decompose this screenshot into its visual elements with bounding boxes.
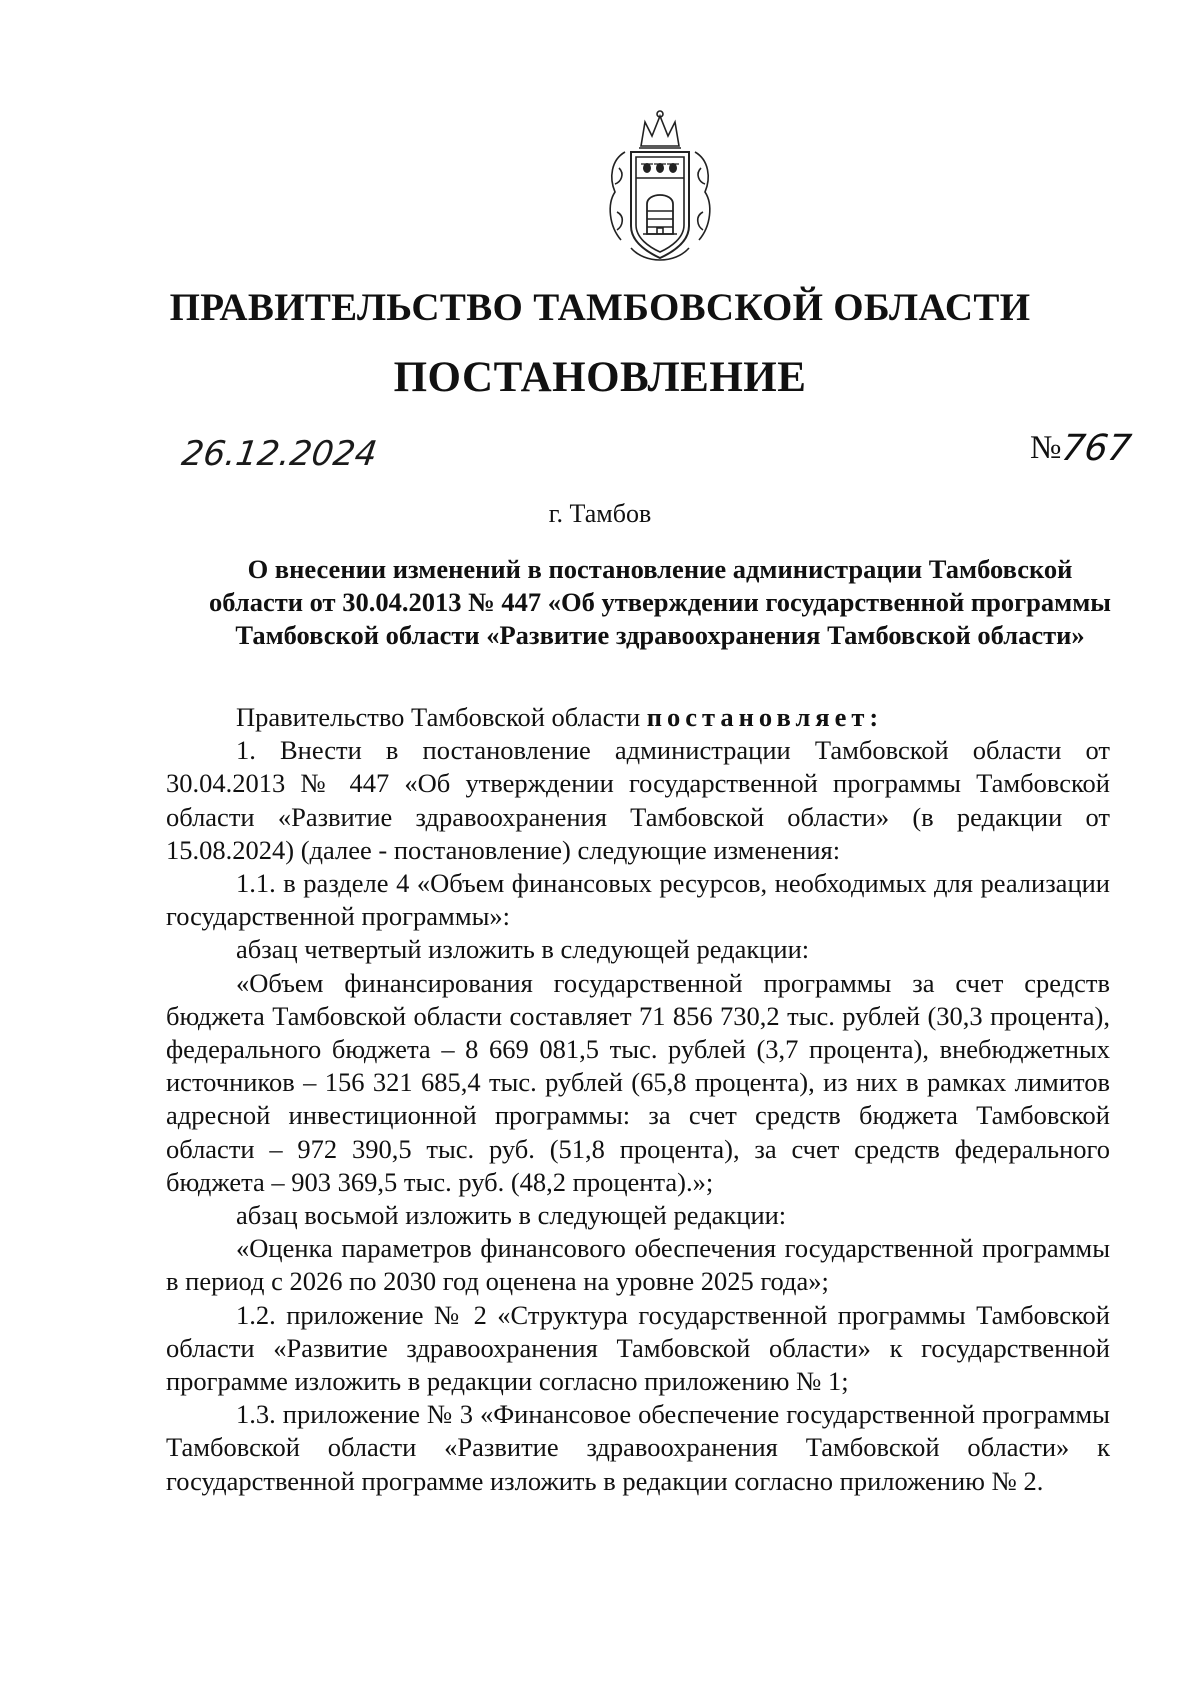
- document-body: [166, 701, 1110, 1498]
- coat-of-arms-icon: [601, 108, 719, 268]
- document-number: [1030, 428, 1134, 469]
- body-paragraph: «Объем финансирования государственной программы за счет средств бюджета Тамбовской области составляет 71 856 730,2 тыс. рублей (30,3 процента), федерального бюджета – 8 669 081,5 тыс. рублей (3,7 процента), внебюджетных источников – 156 321 685,4 тыс. рублей (65,8 процента), из них в рамках лимитов адресной инвестиционной программы: за счет средств бюджета Тамбовской области – 972 390,5 тыс. руб. (51,8 процента), за счет средств федерального бюджета – 903 369,5 тыс. руб. (48,2 процента).»;: [166, 967, 1110, 1197]
- body-paragraph: «Оценка параметров финансового обеспечения государственной программы в период с 2026 по 2030 год оценена на уровне 2025 года»;: [166, 1233, 1110, 1297]
- organization-title: ПРАВИТЕЛЬСТВО ТАМБОВСКОЙ ОБЛАСТИ: [169, 286, 1031, 329]
- number-sign: №: [1030, 430, 1062, 466]
- preamble-text: Правительство Тамбовской области: [236, 702, 641, 732]
- handwritten-date: 26.12.2024: [179, 434, 380, 474]
- body-paragraph: абзац восьмой изложить в следующей редакции:: [236, 1200, 787, 1231]
- coat-of-arms-emblem: [601, 108, 719, 268]
- body-paragraph: 1.2. приложение № 2 «Структура государственной программы Тамбовской области «Развитие здравоохранения Тамбовской области» к государственной программе изложить в редакции согласно приложению № 1;: [166, 1299, 1110, 1397]
- body-paragraph: 1. Внести в постановление администрации Тамбовской области от 30.04.2013 № 447 «Об утверждении государственной программы Тамбовской области «Развитие здравоохранения Тамбовской области» (в редакции от 15.08.2024) (далее - постановление) следующие изменения:: [166, 735, 1110, 865]
- preamble-paragraph: [166, 701, 1110, 734]
- body-paragraph: 1.3. приложение № 3 «Финансовое обеспечение государственной программы Тамбовской области «Развитие здравоохранения Тамбовской области» к государственной программе изложить в редакции согласно приложению № 2.: [166, 1399, 1110, 1496]
- body-paragraph: 1.1. в разделе 4 «Объем финансовых ресурсов, необходимых для реализации государственной программы»:: [166, 868, 1110, 932]
- decree-word: постановляет:: [646, 702, 884, 732]
- body-paragraph: абзац четвертый изложить в следующей редакции:: [236, 934, 810, 965]
- city-line: г. Тамбов: [548, 499, 652, 528]
- handwritten-number: 767: [1058, 428, 1134, 469]
- document-type-heading: ПОСТАНОВЛЕНИЕ: [393, 354, 807, 401]
- document-subject: О внесении изменений в постановление администрации Тамбовской области от 30.04.2013 № 447 «Об утверждении государственной программы Тамбовской области «Развитие здравоохранения Тамбовской области»: [209, 554, 1111, 650]
